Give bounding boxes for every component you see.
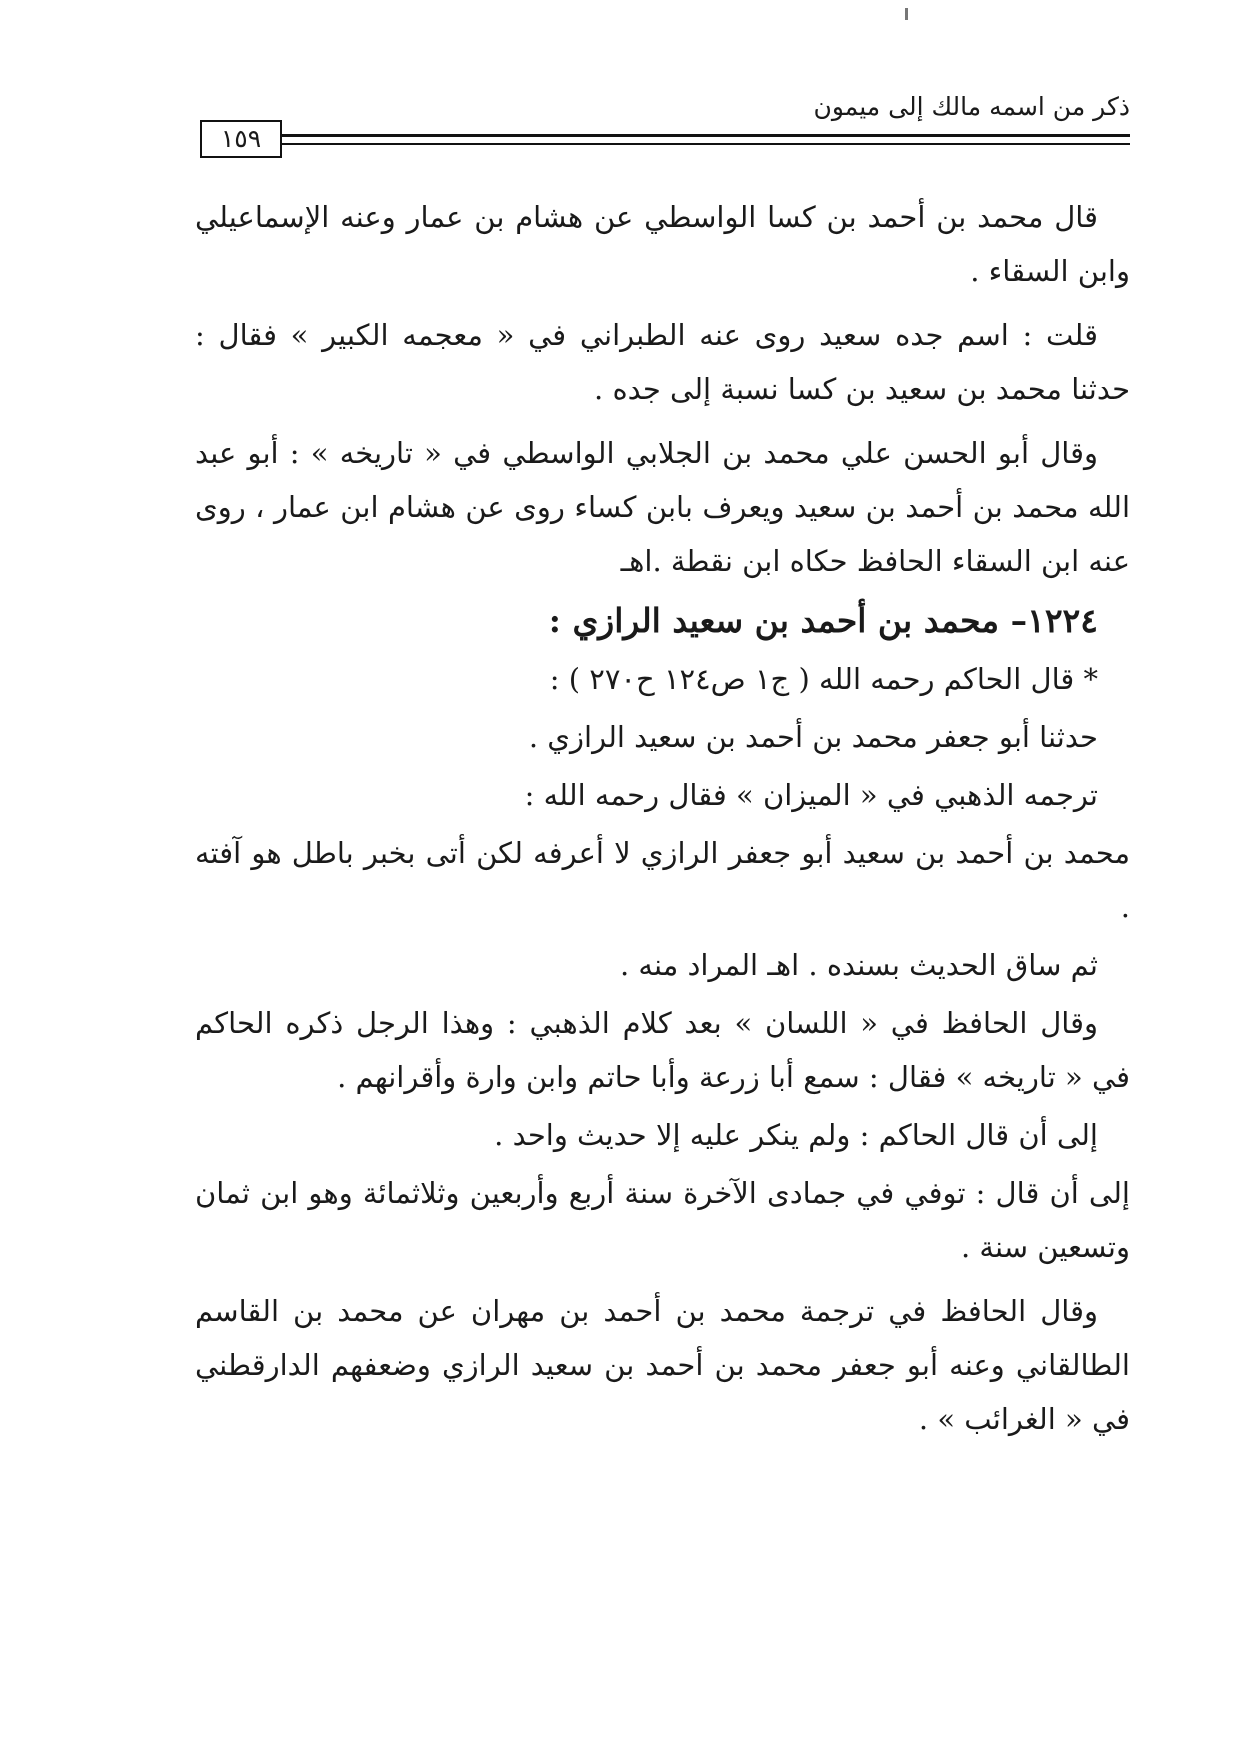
entry-paragraph-4: محمد بن أحمد بن سعيد أبو جعفر الرازي لا أعرفه لكن أتى بخبر باطل هو آفته . (195, 836, 1130, 924)
paragraph-1: قال محمد بن أحمد بن كسا الواسطي عن هشام بن عمار وعنه الإسماعيلي وابن السقاء . (195, 200, 1130, 288)
running-title: ذكر من اسمه مالك إلى ميمون (813, 92, 1130, 121)
entry-paragraph-7: إلى أن قال الحاكم : ولم ينكر عليه إلا حديث واحد . (494, 1118, 1098, 1152)
entry-paragraph-9: وقال الحافظ في ترجمة محمد بن أحمد بن مهران عن محمد بن القاسم الطالقاني وعنه أبو جعفر محمد بن أحمد بن سعيد الرازي وضعفهم الدارقطني في « الغرائب » . (195, 1294, 1130, 1436)
page-header (200, 92, 1130, 152)
entry-paragraph-3: ترجمه الذهبي في « الميزان » فقال رحمه الله : (524, 778, 1098, 812)
paragraph-3: وقال أبو الحسن علي محمد بن الجلابي الواسطي في « تاريخه » : أبو عبد الله محمد بن أحمد بن سعيد ويعرف بابن كساء روى عن هشام ابن عمار ، روى عنه ابن السقاء الحافظ حكاه ابن نقطة .اهـ (195, 436, 1130, 578)
header-rule (280, 134, 1130, 145)
entry-paragraph-5: ثم ساق الحديث بسنده . اهـ المراد منه . (620, 948, 1098, 982)
entry-number: ١٢٢٤– (1010, 601, 1098, 640)
paragraph-2: قلت : اسم جده سعيد روى عنه الطبراني في « معجمه الكبير » فقال : حدثنا محمد بن سعيد بن كسا نسبة إلى جده . (195, 318, 1130, 406)
page-content (195, 190, 1130, 1450)
scan-mark (905, 8, 908, 20)
page-number: ١٥٩ (200, 120, 282, 158)
entry-paragraph-8: إلى أن قال : توفي في جمادى الآخرة سنة أربع وأربعين وثلاثمائة وهو ابن ثمان وتسعين سنة . (195, 1176, 1130, 1264)
entry-paragraph-6: وقال الحافظ في « اللسان » بعد كلام الذهبي : وهذا الرجل ذكره الحاكم في « تاريخه » فقال : سمع أبا زرعة وأبا حاتم وابن وارة وأقرانهم . (195, 1006, 1130, 1094)
entry-paragraph-1: * قال الحاكم رحمه الله ( ج١ ص١٢٤ ح٢٧٠ ) : (549, 662, 1098, 696)
entry-name: محمد بن أحمد بن سعيد الرازي : (548, 601, 1000, 640)
entry-paragraph-2: حدثنا أبو جعفر محمد بن أحمد بن سعيد الرازي . (528, 720, 1098, 754)
entry-heading (195, 592, 1130, 650)
